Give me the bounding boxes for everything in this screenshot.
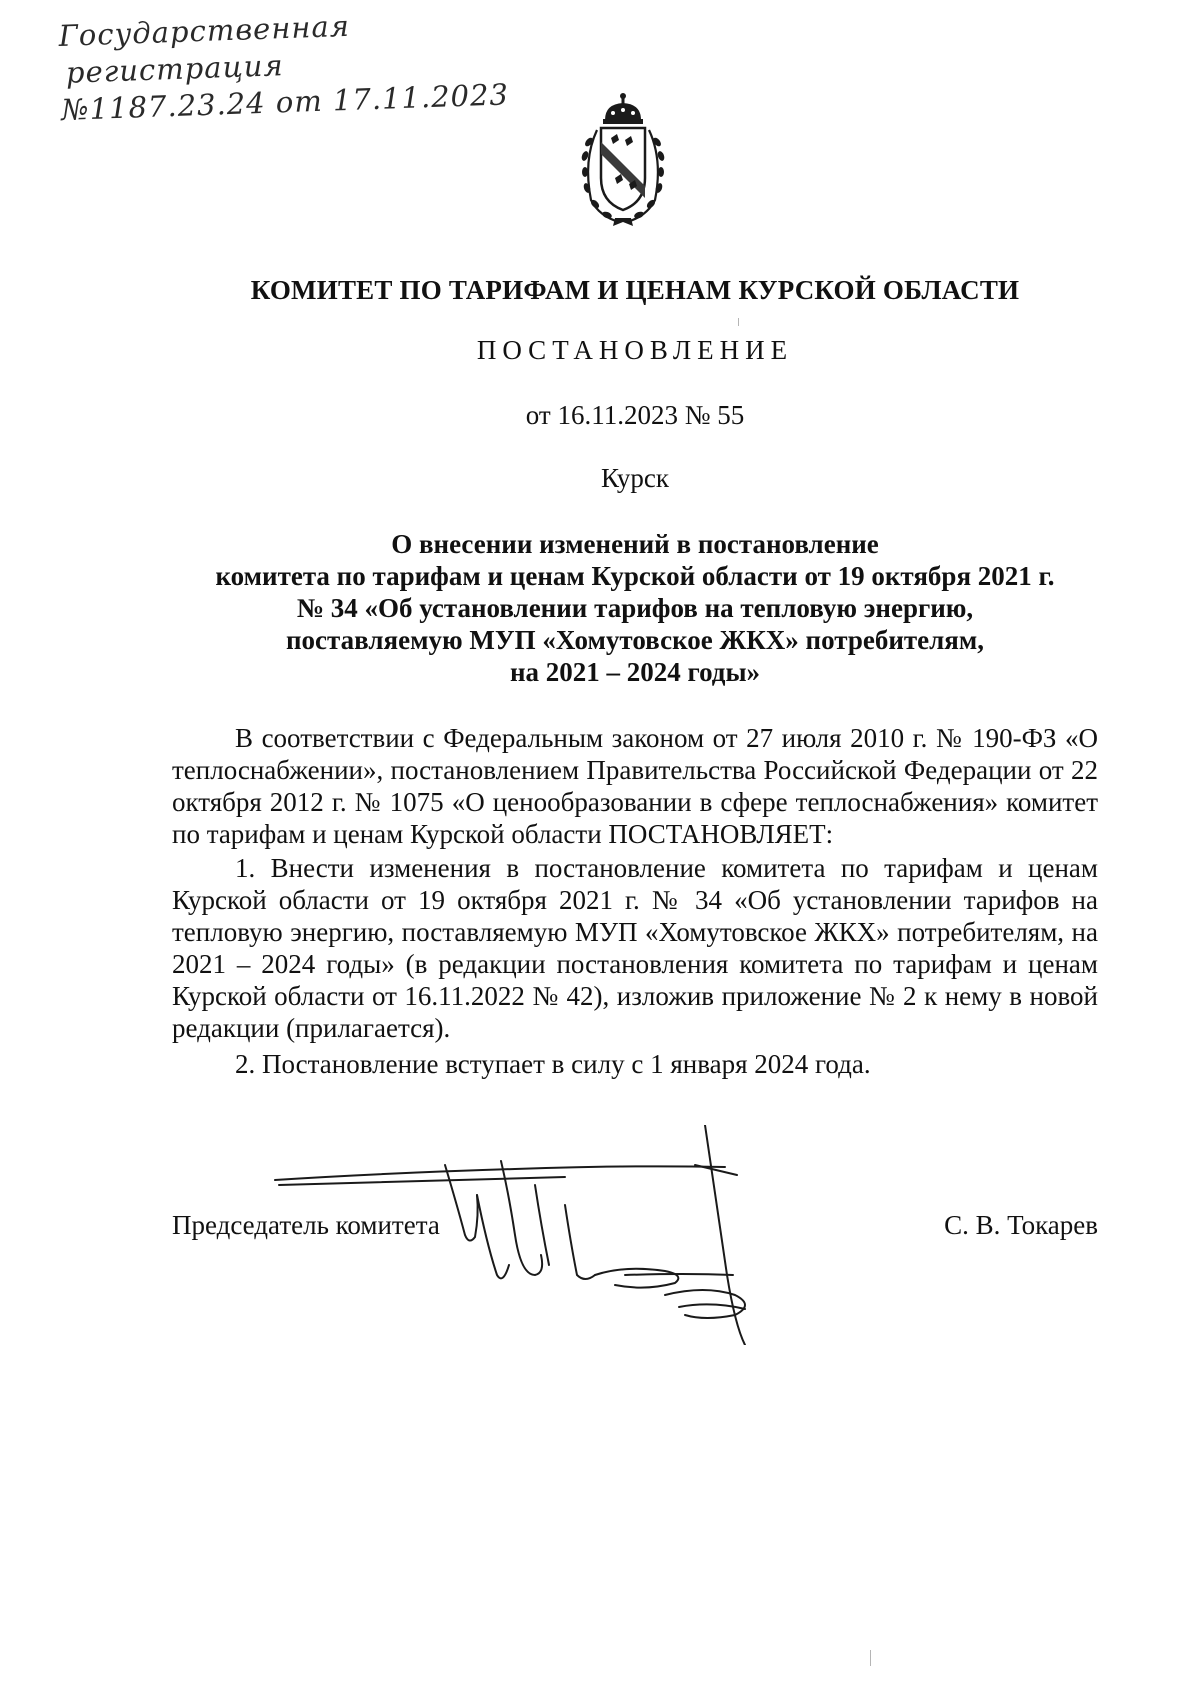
document-subject bbox=[170, 528, 1100, 688]
kursk-coat-of-arms-icon bbox=[575, 90, 671, 230]
subject-line: № 34 «Об установлении тарифов на тепловую энергию, bbox=[296, 593, 974, 623]
document-body bbox=[172, 722, 1098, 1082]
document-date-number: от 16.11.2023 № 55 bbox=[525, 400, 745, 430]
body-paragraph-item-1: 1. Внести изменения в постановление комитета по тарифам и ценам Курской области от 19 октября 2021 г. № 34 «Об установлении тарифов на тепловую энергию, поставляемую МУП «Хомутовское ЖКХ» потребителям, на 2021 – 2024 годы» (в редакции постановления комитета по тарифам и ценам Курской области от 16.11.2022 № 42), изложив приложение № 2 к нему в новой редакции (прилагается). bbox=[172, 853, 1098, 1043]
registration-note bbox=[58, 3, 510, 129]
subject-line: О внесении изменений в постановление bbox=[391, 529, 879, 559]
subject-line: комитета по тарифам и ценам Курской области от 19 октября 2021 г. bbox=[215, 561, 1055, 591]
body-paragraph-preamble: В соответствии с Федеральным законом от 27 июля 2010 г. № 190-ФЗ «О теплоснабжении», постановлением Правительства Российской Федерации от 22 октября 2012 г. № 1075 «О ценообразовании в сфере теплоснабжения» комитет по тарифам и ценам Курской области ПОСТАНОВЛЯЕТ: bbox=[172, 723, 1098, 849]
document-city: Курск bbox=[600, 463, 670, 493]
subject-line: поставляемую МУП «Хомутовское ЖКХ» потребителям, bbox=[285, 625, 985, 655]
signatory-name: С. В. Токарев bbox=[944, 1210, 1098, 1240]
registration-note-line3: №1187.23.24 от 17.11.2023 bbox=[60, 77, 510, 127]
registration-note-line2: регистрация bbox=[65, 48, 285, 90]
body-paragraph-item-2: 2. Постановление вступает в силу с 1 января 2024 года. bbox=[235, 1049, 871, 1079]
document-type: ПОСТАНОВЛЕНИЕ bbox=[476, 335, 794, 365]
organization-title: КОМИТЕТ ПО ТАРИФАМ И ЦЕНАМ КУРСКОЙ ОБЛАСТИ bbox=[250, 275, 1020, 305]
scan-artifact bbox=[738, 318, 739, 326]
signature-block bbox=[172, 1210, 1098, 1250]
registration-note-line1: Государственная bbox=[58, 8, 351, 53]
scan-artifact bbox=[870, 1650, 871, 1666]
signatory-title: Председатель комитета bbox=[172, 1210, 440, 1240]
subject-line: на 2021 – 2024 годы» bbox=[509, 657, 761, 687]
